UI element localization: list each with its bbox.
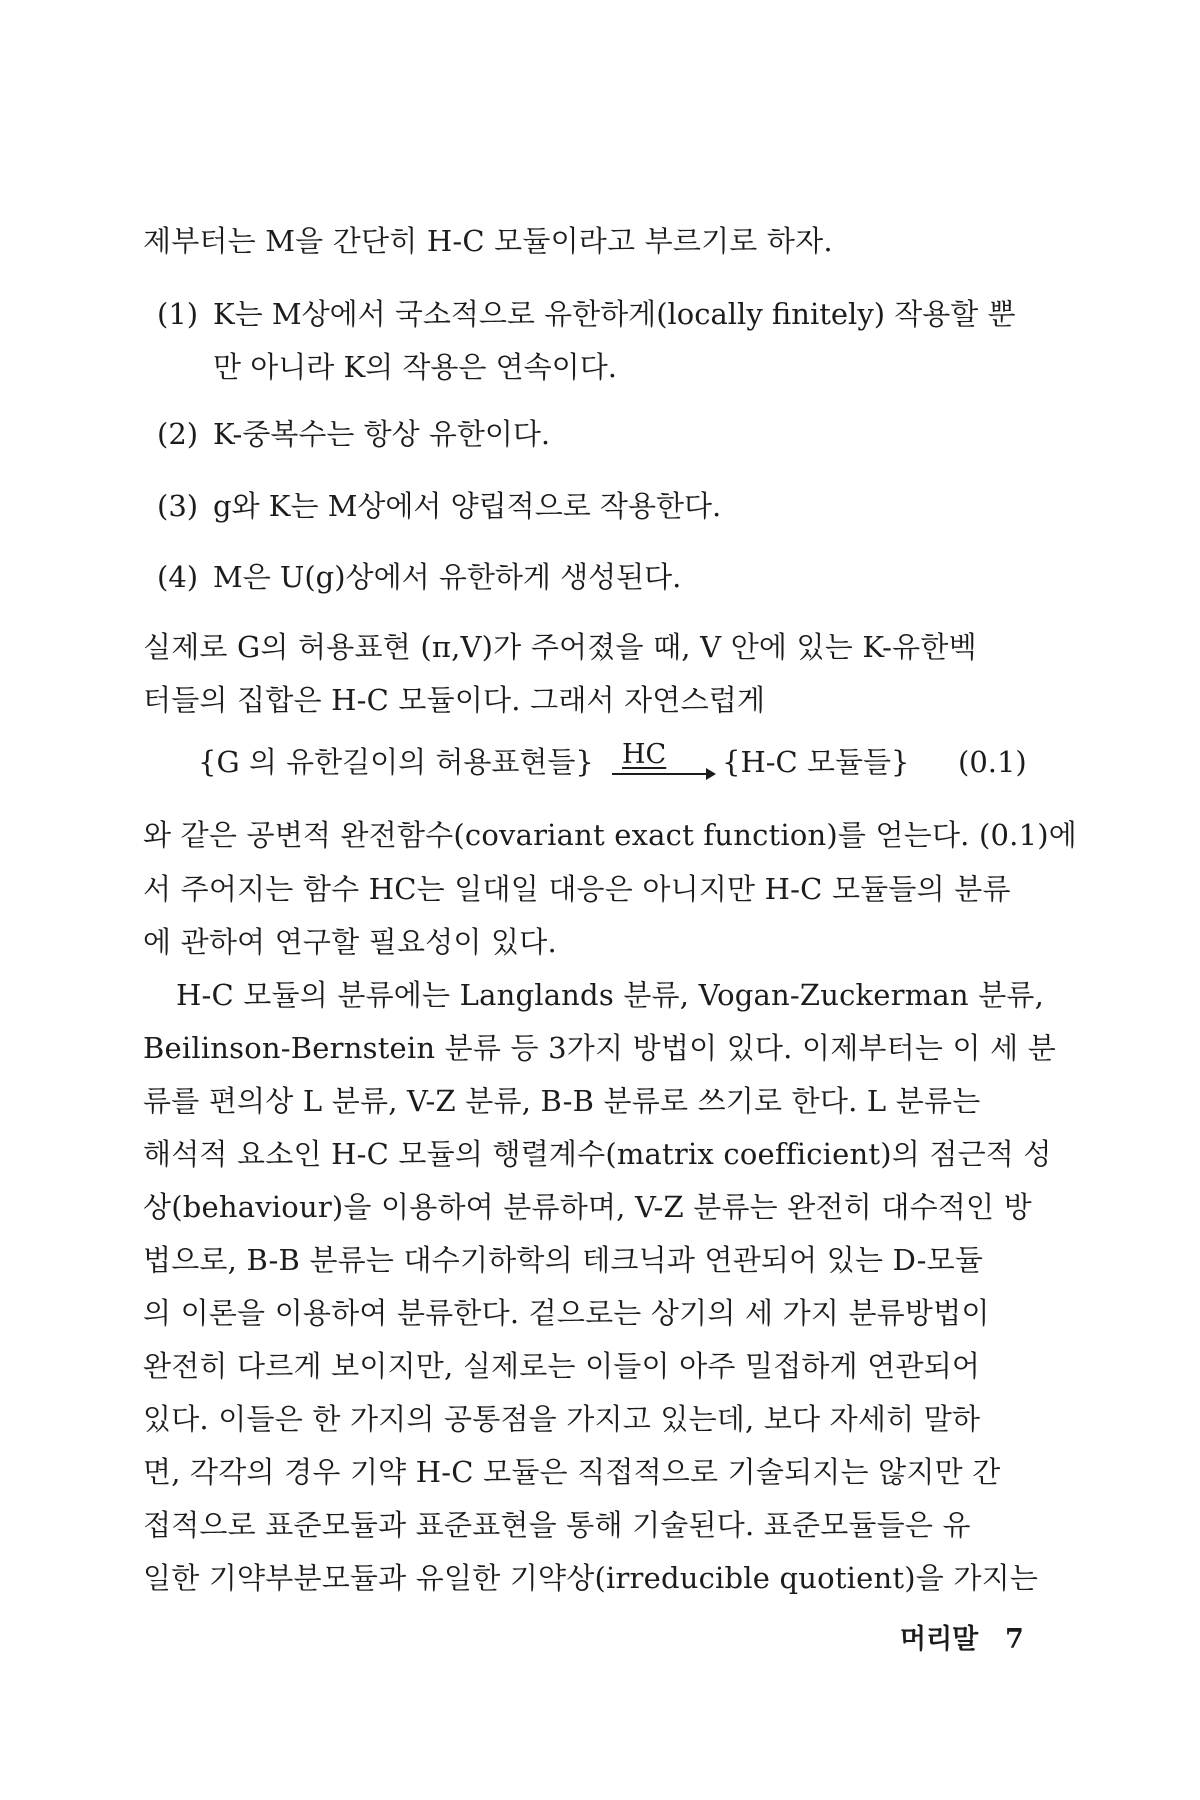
para3-line-6: 법으로, B-B 분류는 대수기하학의 테크닉과 연관되어 있는 D-모듈 [143, 1243, 984, 1277]
condition-1-number: (1) [157, 297, 199, 331]
para2-line-1: 와 같은 공변적 완전함수(covariant exact function)를 얻는다. (0.1)에 [143, 818, 1077, 852]
display-equation-arrow [612, 773, 712, 775]
condition-3-number: (3) [157, 489, 199, 523]
display-equation-arrow-label: HC [622, 739, 667, 770]
para3-line-2: Beilinson-Bernstein 분류 등 3가지 방법이 있다. 이제부터는 이 세 분 [143, 1031, 1056, 1065]
para2-line-2: 서 주어지는 함수 HC는 일대일 대응은 아니지만 H-C 모듈들의 분류 [143, 872, 1011, 906]
arrow-head-icon [706, 768, 716, 780]
para3-line-11: 접적으로 표준모듈과 표준표현을 통해 기술된다. 표준모듈들은 유 [143, 1508, 971, 1542]
page-number: 7 [1005, 1624, 1024, 1655]
para1-line-2: 터들의 집합은 H-C 모듈이다. 그래서 자연스럽게 [143, 683, 766, 717]
para3-line-8: 완전히 다르게 보이지만, 실제로는 이들이 아주 밀접하게 연관되어 [143, 1349, 981, 1383]
condition-1-line-1: K는 M상에서 국소적으로 유한하게(locally finitely) 작용할 뿐 [213, 297, 1016, 331]
condition-4-line-1: M은 U(g)상에서 유한하게 생성된다. [213, 560, 682, 594]
condition-3-line-1: g와 K는 M상에서 양립적으로 작용한다. [213, 489, 722, 523]
para3-line-1: H-C 모듈의 분류에는 Langlands 분류, Vogan-Zuckerman 분류, [176, 978, 1045, 1012]
equation-number: (0.1) [958, 745, 1027, 779]
condition-2-number: (2) [157, 417, 199, 451]
para3-line-4: 해석적 요소인 H-C 모듈의 행렬계수(matrix coefficient)의 점근적 성 [143, 1137, 1052, 1171]
para3-line-9: 있다. 이들은 한 가지의 공통점을 가지고 있는데, 보다 자세히 말하 [143, 1402, 981, 1436]
intro-line: 제부터는 M을 간단히 H-C 모듈이라고 부르기로 하자. [143, 224, 833, 258]
para3-line-5: 상(behaviour)을 이용하여 분류하며, V-Z 분류는 완전히 대수적인 방 [143, 1190, 1032, 1224]
condition-4-number: (4) [157, 560, 199, 594]
para3-line-3: 류를 편의상 L 분류, V-Z 분류, B-B 분류로 쓰기로 한다. L 분류는 [143, 1084, 981, 1118]
para1-line-1: 실제로 G의 허용표현 (π,V)가 주어졌을 때, V 안에 있는 K-유한벡 [143, 630, 977, 664]
display-equation-left: {G 의 유한길이의 허용표현들} [198, 745, 594, 779]
condition-1-line-2: 만 아니라 K의 작용은 연속이다. [213, 350, 617, 384]
para3-line-12: 일한 기약부분모듈과 유일한 기약상(irreducible quotient)을 가지는 [143, 1561, 1039, 1595]
condition-2-line-1: K-중복수는 항상 유한이다. [213, 417, 551, 451]
para3-line-10: 면, 각각의 경우 기약 H-C 모듈은 직접적으로 기술되지는 않지만 간 [143, 1455, 1001, 1489]
running-footer-section: 머리말 [900, 1624, 979, 1655]
para3-line-7: 의 이론을 이용하여 분류한다. 겉으로는 상기의 세 가지 분류방법이 [143, 1296, 990, 1330]
para2-line-3: 에 관하여 연구할 필요성이 있다. [143, 925, 557, 959]
display-equation-right: {H-C 모듈들} [722, 745, 910, 779]
